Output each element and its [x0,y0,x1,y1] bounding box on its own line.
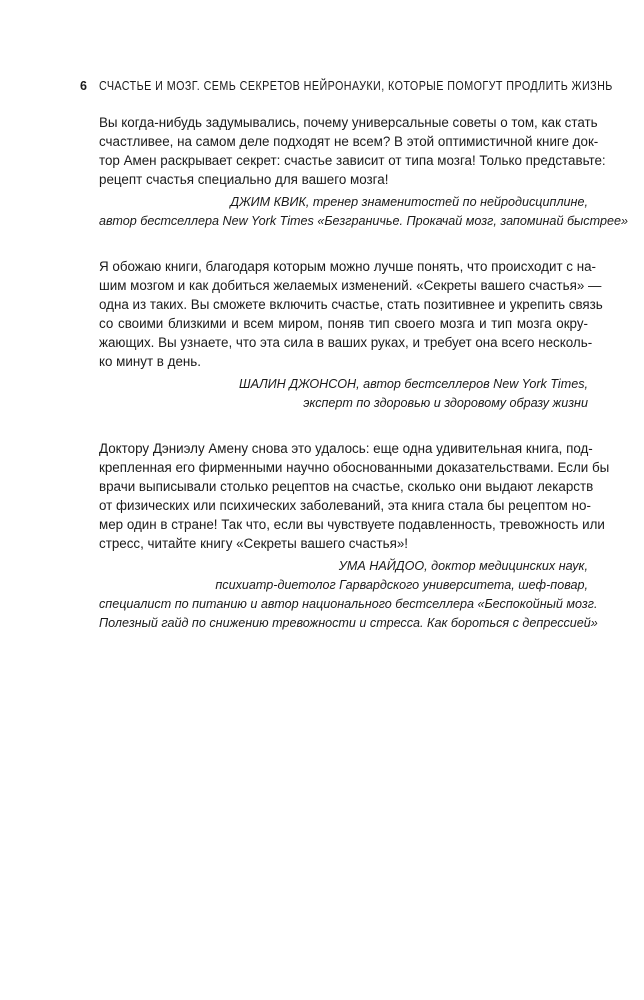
blurb-line: крепленная его фирменными научно обоснованными доказательствами. Если бы [99,460,610,475]
blurb-line: одна из таких. Вы сможете включить счастье, стать позитивнее и укрепить связь [99,297,603,312]
blurb-uma-naidoo [99,439,610,633]
attribution-line: эксперт по здоровью и здоровому образу жизни [303,396,588,410]
blurb-line: Я обожаю книги, благодаря которым можно лучше понять, что происходит с на- [99,259,597,274]
blurb-text [99,439,610,553]
blurb-text [99,113,606,189]
blurb-jim-kwik [99,113,628,231]
attribution-line: УМА НАЙДОО, доктор медицинских наук, [338,559,588,573]
blurb-line: со своими близкими и всем миром, поняв тип своего мозга и тип мозга окру- [99,316,588,331]
attribution-line: ШАЛИН ДЖОНСОН, автор бестселлеров New York Times, [239,377,588,391]
blurb-line: Доктору Дэниэлу Амену снова это удалось: еще одна удивительная книга, под- [99,441,593,456]
running-title: СЧАСТЬЕ И МОЗГ. СЕМЬ СЕКРЕТОВ НЕЙРОНАУКИ, КОТОРЫЕ ПОМОГУТ ПРОДЛИТЬ ЖИЗНЬ [99,79,614,93]
blurb-line: ко минут в день. [99,354,201,369]
blurb-line: мер один в стране! Так что, если вы чувствуете подавленность, тревожность или [99,517,605,532]
attribution-line: Полезный гайд по снижению тревожности и стресса. Как бороться с депрессией» [99,616,598,630]
blurb-line: от физических или психических заболеваний, эта книга стала бы рецептом но- [99,498,591,513]
blurb-attribution [99,557,598,633]
running-head [80,78,614,94]
blurb-line: счастливее, на самом деле подходят не всем? В этой оптимистичной книге док- [99,134,599,149]
attribution-line: автор бестселлера New York Times «Безграничье. Прокачай мозг, запоминай быстрее» [99,214,628,228]
blurb-shalin-johnson [99,257,603,413]
attribution-line: психиатр-диетолог Гарвардского университета, шеф-повар, [215,578,588,592]
blurb-attribution [99,375,588,413]
blurb-line: врачи выписывали столько рецептов на счастье, сколько они выдают лекарств [99,479,594,494]
blurb-line: шим мозгом и как добиться желаемых изменений. «Секреты вашего счастья» — [99,278,602,293]
attribution-line: специалист по питанию и автор национального бестселлера «Беспокойный мозг. [99,597,598,611]
blurb-line: стресс, читайте книгу «Секреты вашего счастья»! [99,536,409,551]
blurbs-section [99,113,628,653]
blurb-line: жающих. Вы узнаете, что эта сила в ваших руках, и требует она всего несколь- [99,335,593,350]
blurb-attribution [99,193,628,231]
blurb-line: Вы когда-нибудь задумывались, почему универсальные советы о том, как стать [99,115,598,130]
blurb-line: рецепт счастья специально для вашего мозга! [99,172,389,187]
blurb-line: тор Амен раскрывает секрет: счастье зависит от типа мозга! Только представьте: [99,153,606,168]
attribution-line: ДЖИМ КВИК, тренер знаменитостей по нейродисциплине, [230,195,588,209]
blurb-text [99,257,603,371]
page-number: 6 [80,79,88,93]
